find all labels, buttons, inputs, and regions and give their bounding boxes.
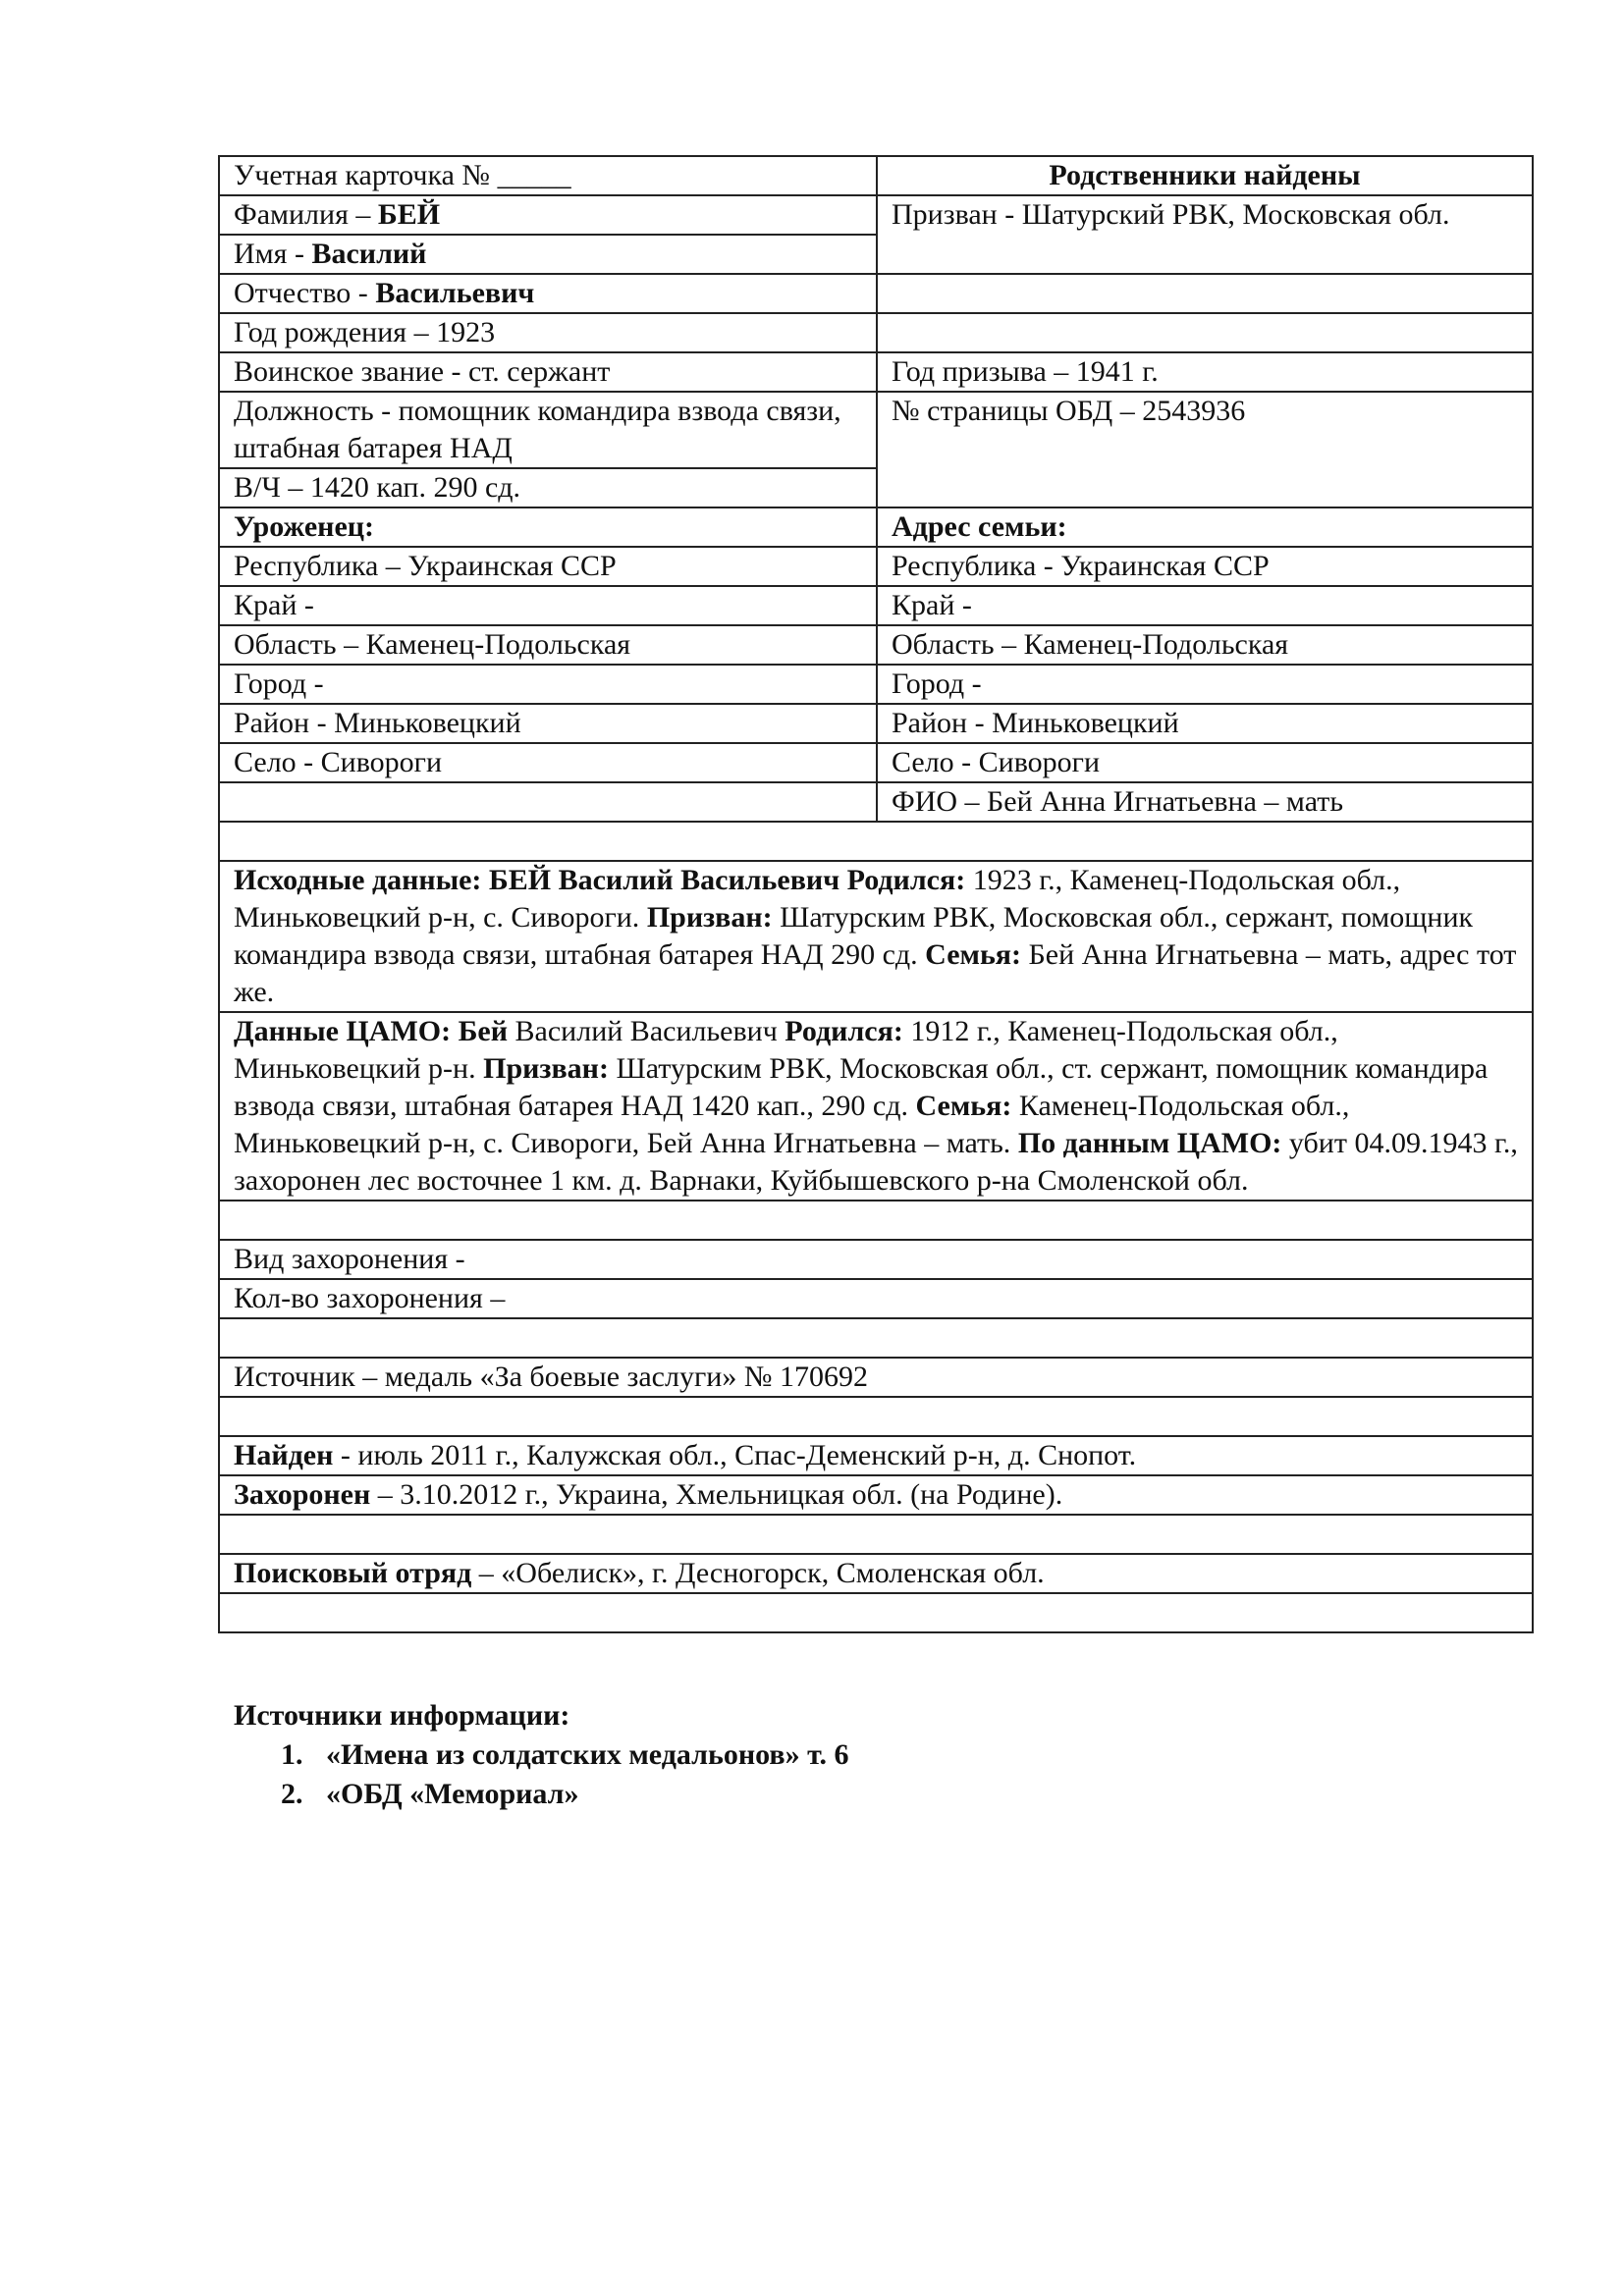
camo-drafted-text: Шатурским РВК, Московская обл., ст. сержант, помощник командира взвода связи, штабная батарея НАД 1420 кап., 290 сд. (234, 1052, 1489, 1122)
relatives-status (877, 156, 1533, 195)
card-number-cell (219, 156, 877, 195)
surname-label: Фамилия – (234, 198, 378, 231)
squad-text: – «Обелиск», г. Десногорск, Смоленская обл. (471, 1557, 1045, 1589)
source-item: 1. «Имена из солдатских медальонов» т. 6 (310, 1735, 849, 1775)
surname-cell (219, 195, 877, 235)
position: Должность - помощник командира взвода связи, штабная батарея НАД (219, 392, 877, 468)
native-title-text: Уроженец: (234, 510, 375, 543)
burial-type: Вид захоронения - (219, 1240, 1533, 1279)
spacer-row (219, 1397, 1533, 1436)
surname-value: БЕЙ (377, 198, 441, 231)
firstname-label: Имя - (234, 238, 312, 270)
found-text: - июль 2011 г., Калужская обл., Спас-Деменский р-н, д. Снопот. (333, 1439, 1137, 1471)
initial-birth-text: 1923 г., Каменец-Подольская обл., Миньковецкий р-н, с. Сивороги. (234, 864, 1401, 934)
rank: Воинское звание - ст. сержант (219, 352, 877, 392)
buried-text: – 3.10.2012 г., Украина, Хмельницкая обл. (на Родине). (370, 1478, 1063, 1511)
empty-cell (219, 782, 877, 822)
family-fio: ФИО – Бей Анна Игнатьевна – мать (877, 782, 1533, 822)
found-info (219, 1436, 1533, 1475)
patronymic-label: Отчество - (234, 277, 376, 309)
spacer-row (219, 1593, 1533, 1632)
search-squad (219, 1554, 1533, 1593)
buried-label: Захоронен (234, 1478, 371, 1511)
native-village: Село - Сивороги (219, 743, 877, 782)
card-number-blank: _____ (497, 159, 571, 191)
info-sources (234, 1696, 849, 1814)
info-sources-list (234, 1735, 849, 1814)
relatives-status-text: Родственники найдены (1049, 159, 1361, 191)
spacer-row (219, 1201, 1533, 1240)
initial-drafted-text: Шатурским РВК, Московская обл., сержант, помощник командира взвода связи, штабная батарея НАД 290 сд. (234, 901, 1474, 971)
native-republic: Республика – Украинская ССР (219, 547, 877, 586)
family-district: Район - Миньковецкий (877, 704, 1533, 743)
burial-count: Кол-во захоронения – (219, 1279, 1533, 1318)
camo-born-label: Родился: (785, 1015, 903, 1047)
camo-data (219, 1012, 1533, 1201)
info-sources-title: Источники информации: (234, 1699, 570, 1732)
initial-drafted-label: Призван: (646, 901, 773, 934)
camo-fate-text: убит 04.09.1943 г., захоронен лес восточнее 1 км. д. Варнаки, Куйбышевского р-на Смоленской обл. (234, 1127, 1518, 1197)
family-city: Город - (877, 665, 1533, 704)
native-district: Район - Миньковецкий (219, 704, 877, 743)
initial-data (219, 861, 1533, 1012)
camo-fate-label: По данным ЦАМО: (1017, 1127, 1282, 1159)
family-title (877, 507, 1533, 547)
draft-year: Год призыва – 1941 г. (877, 352, 1533, 392)
native-oblast: Область – Каменец-Подольская (219, 625, 877, 665)
patronymic-cell (219, 274, 877, 313)
patronymic-value: Васильевич (375, 277, 535, 309)
spacer-row (219, 822, 1533, 861)
card-number-label: Учетная карточка № (234, 159, 491, 191)
medal-source: Источник – медаль «За боевые заслуги» № 170692 (219, 1358, 1533, 1397)
registration-card (218, 155, 1534, 1633)
found-label: Найден (234, 1439, 334, 1471)
initial-family-label: Семья: (925, 938, 1022, 971)
empty-cell (877, 313, 1533, 352)
spacer-row (219, 1515, 1533, 1554)
obd-page: № страницы ОБД – 2543936 (877, 392, 1533, 507)
native-title (219, 507, 877, 547)
drafted-cell (877, 195, 1533, 274)
drafted-text: Призван - Шатурский РВК, Московская обл. (892, 198, 1450, 231)
squad-label: Поисковый отряд (234, 1557, 472, 1589)
source-item: 2. «ОБД «Мемориал» (310, 1775, 849, 1814)
family-republic: Республика - Украинская ССР (877, 547, 1533, 586)
family-oblast: Область – Каменец-Подольская (877, 625, 1533, 665)
firstname-value: Василий (311, 238, 427, 270)
camo-drafted-label: Призван: (483, 1052, 609, 1085)
family-title-text: Адрес семьи: (892, 510, 1067, 543)
empty-cell (877, 274, 1533, 313)
family-krai: Край - (877, 586, 1533, 625)
initial-family-text: Бей Анна Игнатьевна – мать, адрес тот же. (234, 938, 1517, 1008)
buried-info (219, 1475, 1533, 1515)
native-krai: Край - (219, 586, 877, 625)
camo-born-text: 1912 г., Каменец-Подольская обл., Миньковецкий р-н. (234, 1015, 1338, 1085)
camo-family-label: Семья: (915, 1090, 1012, 1122)
birth-year: Год рождения – 1923 (219, 313, 877, 352)
unit: В/Ч – 1420 кап. 290 сд. (219, 468, 877, 507)
family-village: Село - Сивороги (877, 743, 1533, 782)
spacer-row (219, 1318, 1533, 1358)
native-city: Город - (219, 665, 877, 704)
firstname-cell (219, 235, 877, 274)
camo-family-text: Каменец-Подольская обл., Миньковецкий р-н, с. Сивороги, Бей Анна Игнатьевна – мать. (234, 1090, 1350, 1159)
camo-name-text: Василий Васильевич (508, 1015, 785, 1047)
initial-data-label: Исходные данные: БЕЙ Василий Васильевич Родился: (234, 864, 966, 896)
camo-label: Данные ЦАМО: Бей (234, 1015, 509, 1047)
